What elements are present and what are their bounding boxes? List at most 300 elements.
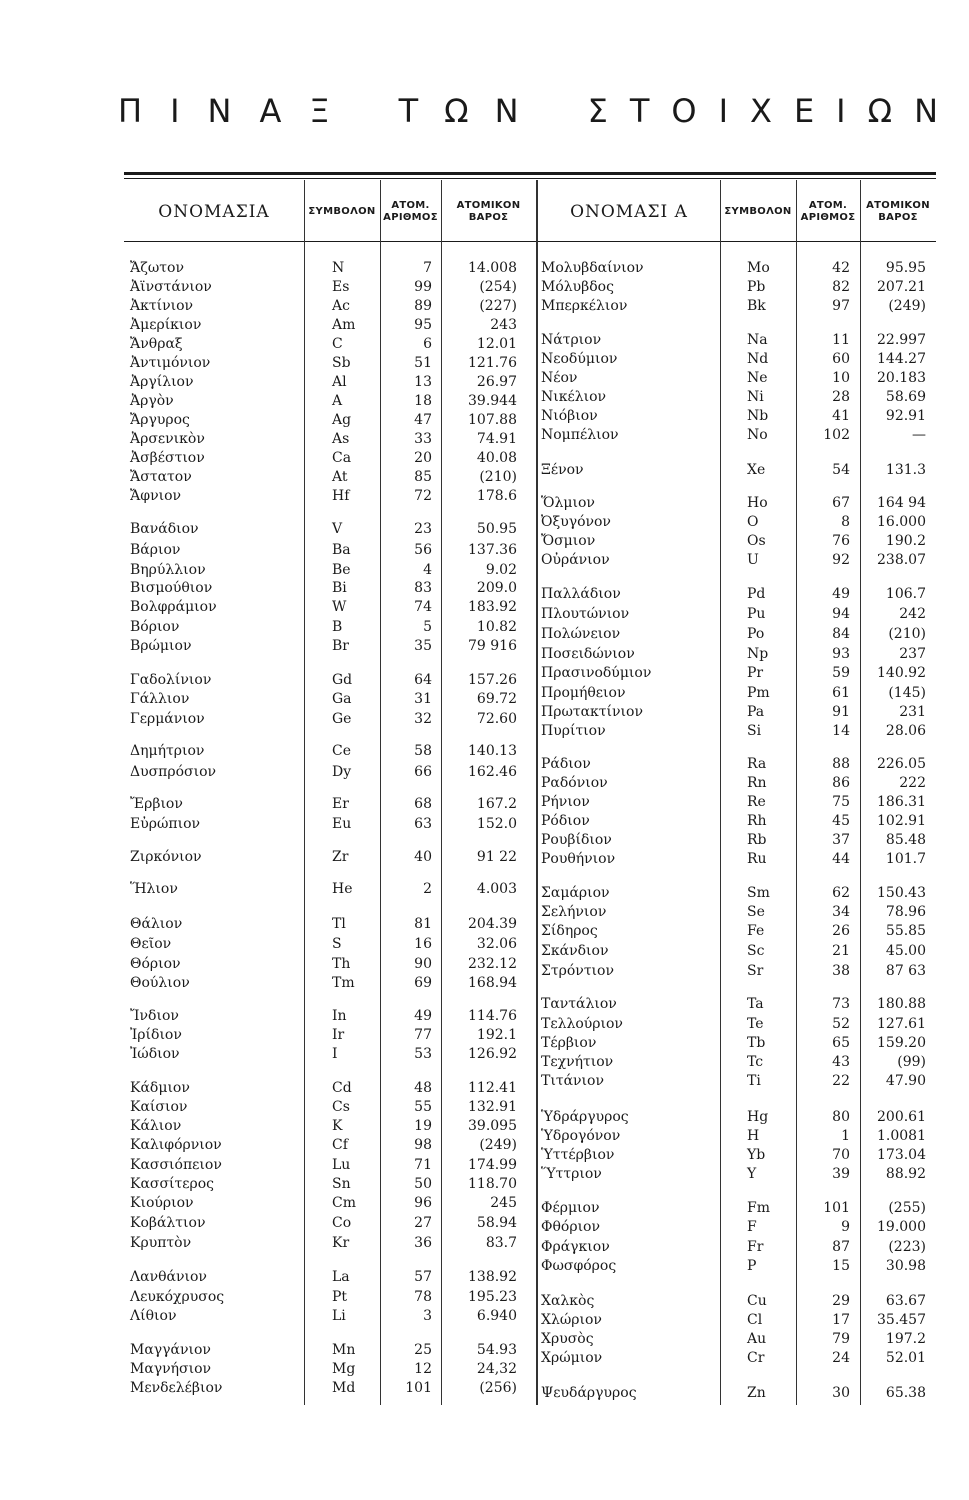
atomic-number: 37 [832, 832, 850, 848]
atomic-number: 21 [832, 943, 850, 959]
element-name: Ὑδράργυρος [541, 1109, 629, 1125]
atomic-weight: (227) [479, 298, 517, 314]
table-row [0, 903, 969, 921]
table-row [0, 551, 969, 569]
element-name: Ἔρβιον [130, 796, 183, 812]
atomic-weight: 39.944 [468, 393, 517, 409]
atomic-weight: 140.92 [877, 665, 926, 681]
element-name: Νικέλιον [541, 389, 607, 405]
element-name: Θούλιον [130, 975, 190, 991]
table-row [0, 850, 969, 868]
atomic-number: 88 [832, 756, 850, 772]
table-row [0, 1238, 969, 1256]
atomic-number: 86 [832, 775, 850, 791]
element-name: Νεοδύμιον [541, 351, 618, 367]
atomic-number: 17 [832, 1312, 850, 1328]
atomic-number: 34 [832, 904, 850, 920]
atomic-number: 10 [832, 370, 850, 386]
element-name: Ἰώδιον [130, 1046, 180, 1062]
table-row [0, 684, 969, 702]
table-row [0, 722, 969, 740]
element-symbol: Co [332, 1215, 352, 1231]
atomic-weight: 150.43 [877, 885, 926, 901]
atomic-weight: 6.940 [476, 1308, 517, 1324]
atomic-weight: 195.23 [468, 1289, 517, 1305]
element-name: Νιόβιον [541, 408, 598, 424]
element-name: Ἄστατον [130, 469, 192, 485]
element-name: Πολώνειον [541, 626, 621, 642]
element-name: Ρόδιον [541, 813, 590, 829]
element-symbol: Rn [747, 775, 767, 791]
title-letter: Ν [494, 92, 519, 130]
table-row [0, 494, 969, 512]
element-name: Πρασινοδύμιον [541, 665, 652, 681]
element-symbol: F [747, 1219, 757, 1235]
table-row [0, 793, 969, 811]
title-word [118, 92, 330, 130]
atomic-number: 39 [832, 1166, 850, 1182]
atomic-number: 36 [414, 1235, 432, 1251]
element-symbol: Ta [747, 996, 764, 1012]
atomic-weight: 91 22 [476, 849, 517, 865]
atomic-weight: 164 94 [877, 495, 926, 511]
atomic-weight: 131.3 [885, 462, 926, 478]
element-symbol: Nb [747, 408, 769, 424]
element-name: Φράγκιον [541, 1239, 610, 1255]
element-name: Γαδολίνιον [130, 672, 212, 688]
element-symbol: La [332, 1269, 350, 1285]
element-symbol: C [332, 336, 343, 352]
element-name: Ὑττέρβιον [541, 1147, 615, 1163]
atomic-weight: (145) [888, 685, 926, 701]
element-name: Χλώριον [541, 1312, 602, 1328]
element-name: Κάδμιον [130, 1080, 190, 1096]
element-symbol: Pb [747, 279, 766, 295]
element-symbol: Ru [747, 851, 767, 867]
atomic-weight: 40.08 [476, 450, 517, 466]
title-letter: Ι [718, 92, 729, 130]
element-name: Βολφράμιον [130, 599, 217, 615]
element-name: Μενδελέβιον [130, 1380, 223, 1396]
element-name: Σίδηρος [541, 923, 598, 939]
atomic-number: 72 [414, 488, 432, 504]
atomic-number: 101 [405, 1380, 432, 1396]
element-symbol: Tb [747, 1035, 766, 1051]
atomic-number: 26 [832, 923, 850, 939]
atomic-weight: 26.97 [476, 374, 517, 390]
atomic-weight: 30.98 [885, 1258, 926, 1274]
atomic-weight: 144.27 [877, 351, 926, 367]
element-name: Φθόριον [541, 1219, 600, 1235]
atomic-weight: 138.92 [468, 1269, 517, 1285]
element-name: Ράδιον [541, 756, 591, 772]
atomic-weight: 58.94 [476, 1215, 517, 1231]
atomic-number: 63 [414, 816, 432, 832]
atomic-number: 2 [423, 881, 432, 897]
element-symbol: Cs [332, 1099, 350, 1115]
atomic-weight: 173.04 [877, 1147, 926, 1163]
element-symbol: Pd [747, 586, 766, 602]
element-name: Λανθάνιον [130, 1269, 207, 1285]
atomic-number: 14 [832, 723, 850, 739]
element-symbol: Ra [747, 756, 767, 772]
element-name: Σκάνδιον [541, 943, 609, 959]
table-row [0, 1384, 969, 1402]
element-name: Προμήθειον [541, 685, 626, 701]
atomic-weight: 4.003 [476, 881, 517, 897]
element-symbol: U [747, 552, 759, 568]
element-name: Ρήνιον [541, 794, 590, 810]
atomic-number: 51 [414, 355, 432, 371]
element-name: Φωσφόρος [541, 1258, 617, 1274]
element-name: Τέρβιον [541, 1035, 597, 1051]
atomic-weight: 118.70 [468, 1176, 517, 1192]
element-symbol: Pt [332, 1289, 348, 1305]
element-name: Κασσιόπειον [130, 1157, 222, 1173]
atomic-number: 27 [414, 1215, 432, 1231]
element-symbol: Pr [747, 665, 764, 681]
element-name: Ἀσβέστιον [130, 450, 205, 466]
atomic-number: 84 [832, 626, 850, 642]
atomic-number: 53 [414, 1046, 432, 1062]
element-name: Πλουτώνιον [541, 606, 630, 622]
element-symbol: Lu [332, 1157, 351, 1173]
atomic-weight: 180.88 [877, 996, 926, 1012]
element-symbol: Sm [747, 885, 770, 901]
element-symbol: Be [332, 562, 351, 578]
atomic-number: 29 [832, 1293, 850, 1309]
element-name: Ὄσμιον [541, 533, 596, 549]
atomic-weight: 226.05 [877, 756, 926, 772]
element-name: Χρυσὸς [541, 1331, 594, 1347]
element-symbol: Es [332, 279, 350, 295]
element-symbol: Mn [332, 1342, 356, 1358]
element-symbol: Rb [747, 832, 767, 848]
atomic-number: 70 [832, 1147, 850, 1163]
element-symbol: Th [332, 956, 351, 972]
atomic-number: 11 [832, 332, 850, 348]
atomic-number: 31 [414, 691, 432, 707]
table-row [0, 1127, 969, 1145]
atomic-weight: 112.41 [468, 1080, 517, 1096]
atomic-number: 75 [832, 794, 850, 810]
atomic-number: 85 [414, 469, 432, 485]
element-symbol: Ag [332, 412, 352, 428]
atomic-weight: 12.01 [476, 336, 517, 352]
atomic-number: 96 [414, 1195, 432, 1211]
title-letter: Ω [444, 92, 469, 130]
element-name: Στρόντιον [541, 963, 614, 979]
atomic-weight: 192.1 [476, 1027, 517, 1043]
element-name: Ζιρκόνιον [130, 849, 202, 865]
element-symbol: Os [747, 533, 766, 549]
atomic-weight: 19.000 [877, 1219, 926, 1235]
element-symbol: Ac [332, 298, 350, 314]
atomic-number: 78 [414, 1289, 432, 1305]
element-symbol: Tm [332, 975, 355, 991]
element-symbol: Fm [747, 1200, 770, 1216]
atomic-number: 3 [423, 1308, 432, 1324]
element-symbol: Hf [332, 488, 350, 504]
element-name: Ὅλμιον [541, 495, 595, 511]
element-symbol: W [332, 599, 347, 615]
element-name: Νέον [541, 370, 578, 386]
atomic-number: 12 [414, 1361, 432, 1377]
atomic-weight: 1.0081 [877, 1128, 926, 1144]
atomic-weight: 152.0 [476, 816, 517, 832]
element-symbol: Dy [332, 764, 352, 780]
atomic-number: 92 [832, 552, 850, 568]
element-name: Φέρμιον [541, 1200, 600, 1216]
atomic-number: 97 [832, 298, 850, 314]
atomic-number: 47 [414, 412, 432, 428]
element-name: Νομπέλιον [541, 427, 619, 443]
element-symbol: K [332, 1118, 343, 1134]
table-row [0, 259, 969, 277]
header-name: ΟΝΟΜΑΣΙΑ [158, 202, 270, 222]
atomic-weight: 22.997 [877, 332, 926, 348]
atomic-number: 43 [832, 1054, 850, 1070]
element-name: Ψευδάργυρος [541, 1385, 637, 1401]
atomic-number: 58 [414, 743, 432, 759]
title-letter: Ι [170, 92, 180, 130]
top-rule-thin [124, 178, 936, 179]
atomic-number: 32 [414, 711, 432, 727]
header-name-right: ΟΝΟΜΑΣΙ Α [570, 202, 688, 222]
atomic-weight: 69.72 [476, 691, 517, 707]
element-name: Ἀργίλιον [130, 374, 194, 390]
element-symbol: Cm [332, 1195, 356, 1211]
atomic-number: 76 [832, 533, 850, 549]
title-letter: Ν [914, 92, 938, 130]
table-row [0, 532, 969, 550]
element-symbol: Ge [332, 711, 352, 727]
atomic-number: 74 [414, 599, 432, 615]
title-letter: Ε [793, 92, 815, 130]
table-row [0, 645, 969, 663]
atomic-number: 82 [832, 279, 850, 295]
atomic-number: 65 [832, 1035, 850, 1051]
element-symbol: In [332, 1008, 347, 1024]
element-name: Τεχνήτιον [541, 1054, 614, 1070]
element-symbol: Po [747, 626, 765, 642]
atomic-weight: 92.91 [885, 408, 926, 424]
element-name: Κάλιον [130, 1118, 182, 1134]
table-row [0, 884, 969, 902]
atomic-number: 73 [832, 996, 850, 1012]
element-name: Ἀντιμόνιον [130, 355, 211, 371]
atomic-weight: — [912, 427, 926, 443]
atomic-weight: 78.96 [885, 904, 926, 920]
table-row [0, 1108, 969, 1126]
atomic-weight: 183.92 [468, 599, 517, 615]
atomic-weight: 207.21 [877, 279, 926, 295]
element-name: Ρουθήνιον [541, 851, 616, 867]
atomic-number: 9 [841, 1219, 850, 1235]
element-name: Ταντάλιον [541, 996, 617, 1012]
atomic-number: 22 [832, 1073, 850, 1089]
element-symbol: I [332, 1046, 338, 1062]
element-symbol: Sb [332, 355, 351, 371]
table-row [0, 513, 969, 531]
element-symbol: Au [747, 1331, 767, 1347]
element-symbol: Nd [747, 351, 769, 367]
atomic-number: 57 [414, 1269, 432, 1285]
atomic-number: 44 [832, 851, 850, 867]
title-word [588, 92, 938, 130]
element-name: Ποσειδώνιον [541, 646, 635, 662]
atomic-weight: (249) [479, 1137, 517, 1153]
atomic-number: 33 [414, 431, 432, 447]
element-symbol: At [332, 469, 348, 485]
atomic-number: 69 [414, 975, 432, 991]
atomic-weight: 197.2 [885, 1331, 926, 1347]
element-symbol: Cd [332, 1080, 352, 1096]
table-row [0, 831, 969, 849]
table-row [0, 664, 969, 682]
atomic-number: 48 [414, 1080, 432, 1096]
atomic-weight: 24,32 [476, 1361, 517, 1377]
atomic-number: 42 [832, 260, 850, 276]
title-letter: Ι [836, 92, 846, 130]
table-row [0, 1072, 969, 1090]
atomic-number: 23 [414, 521, 432, 537]
atomic-weight: 174.99 [468, 1157, 517, 1173]
element-symbol: Ti [747, 1073, 761, 1089]
element-name: Χαλκὸς [541, 1293, 595, 1309]
table-row [0, 1292, 969, 1310]
atomic-weight: 162.46 [468, 764, 517, 780]
atomic-weight: 79 916 [468, 638, 517, 654]
element-symbol: V [332, 521, 343, 537]
atomic-number: 55 [414, 1099, 432, 1115]
atomic-weight: 159.20 [877, 1035, 926, 1051]
element-symbol: Sn [332, 1176, 351, 1192]
element-symbol: Se [747, 904, 765, 920]
element-symbol: S [332, 936, 342, 952]
atomic-weight: 106.7 [885, 586, 926, 602]
element-symbol: P [747, 1258, 757, 1274]
atomic-weight: (99) [897, 1054, 926, 1070]
atomic-weight: 102.91 [877, 813, 926, 829]
element-name: Τελλούριον [541, 1016, 623, 1032]
title-letter: Ξ [309, 92, 330, 130]
element-symbol: Tc [747, 1054, 764, 1070]
element-symbol: Re [747, 794, 766, 810]
atomic-weight: 85.48 [885, 832, 926, 848]
element-name: Θεῖον [130, 936, 172, 952]
atomic-number: 30 [832, 1385, 850, 1401]
header-symbol-right: ΣΥΜΒΟΛΟΝ [724, 206, 792, 217]
atomic-number: 56 [414, 542, 432, 558]
table-row [0, 585, 969, 603]
atomic-number: 8 [841, 514, 850, 530]
atomic-number: 98 [414, 1137, 432, 1153]
atomic-weight: 178.6 [476, 488, 517, 504]
atomic-number: 91 [832, 704, 850, 720]
element-symbol: Pa [747, 704, 765, 720]
atomic-weight: 242 [899, 606, 926, 622]
element-name: Σελήνιον [541, 904, 607, 920]
atomic-weight: (255) [888, 1200, 926, 1216]
atomic-weight: 168.94 [468, 975, 517, 991]
atomic-number: 1 [841, 1128, 850, 1144]
atomic-weight: 121.76 [468, 355, 517, 371]
atomic-number: 24 [832, 1350, 850, 1366]
element-name: Δημήτριον [130, 743, 205, 759]
atomic-number: 93 [832, 646, 850, 662]
atomic-weight: 186.31 [877, 794, 926, 810]
atomic-number: 94 [832, 606, 850, 622]
atomic-weight: (210) [888, 626, 926, 642]
atomic-number: 80 [832, 1109, 850, 1125]
atomic-weight: 55.85 [885, 923, 926, 939]
title-letter: Χ [750, 92, 772, 130]
element-symbol: H [747, 1128, 760, 1144]
element-name: Θόριον [130, 956, 181, 972]
atomic-weight: (249) [888, 298, 926, 314]
element-name: Γερμάνιον [130, 711, 205, 727]
table-row [0, 278, 969, 296]
atomic-weight: 87 63 [885, 963, 926, 979]
element-symbol: Te [747, 1016, 764, 1032]
element-symbol: N [332, 260, 345, 276]
element-symbol: Kr [332, 1235, 350, 1251]
element-name: Ἄζωτον [130, 260, 184, 276]
table-row [0, 1311, 969, 1329]
element-name: Πυρίτιον [541, 723, 606, 739]
atomic-weight: 200.61 [877, 1109, 926, 1125]
element-name: Βανάδιον [130, 521, 199, 537]
element-symbol: Ne [747, 370, 768, 386]
atomic-number: 38 [832, 963, 850, 979]
atomic-number: 7 [423, 260, 432, 276]
atomic-number: 25 [414, 1342, 432, 1358]
table-row [0, 1053, 969, 1071]
atomic-weight: (256) [479, 1380, 517, 1396]
table-row [0, 1349, 969, 1367]
element-name: Μόλυβδος [541, 279, 614, 295]
element-name: Χρώμιον [541, 1350, 603, 1366]
atomic-weight: 237 [899, 646, 926, 662]
element-symbol: Hg [747, 1109, 769, 1125]
element-symbol: Zn [747, 1385, 766, 1401]
table-row [0, 703, 969, 721]
atomic-weight: 245 [490, 1195, 517, 1211]
element-name: Ἴνδιον [130, 1008, 179, 1024]
element-name: Κρυπτὸν [130, 1235, 192, 1251]
table-row [0, 1330, 969, 1348]
element-symbol: Ba [332, 542, 351, 558]
element-symbol: Y [747, 1166, 757, 1182]
element-name: Μαγνήσιον [130, 1361, 212, 1377]
element-name: Καλιφόρνιον [130, 1137, 222, 1153]
atomic-number: 83 [414, 580, 432, 596]
atomic-weight: 72.60 [476, 711, 517, 727]
element-symbol: Al [332, 374, 347, 390]
element-name: Εὐρώπιον [130, 816, 201, 832]
atomic-weight: 88.92 [885, 1166, 926, 1182]
element-name: Βόριον [130, 619, 180, 635]
atomic-number: 41 [832, 408, 850, 424]
atomic-weight: 9.02 [485, 562, 517, 578]
element-symbol: Yb [747, 1147, 766, 1163]
atomic-number: 28 [832, 389, 850, 405]
element-symbol: Ga [332, 691, 352, 707]
element-symbol: Mo [747, 260, 770, 276]
atomic-weight: 54.93 [476, 1342, 517, 1358]
element-symbol: Li [332, 1308, 346, 1324]
